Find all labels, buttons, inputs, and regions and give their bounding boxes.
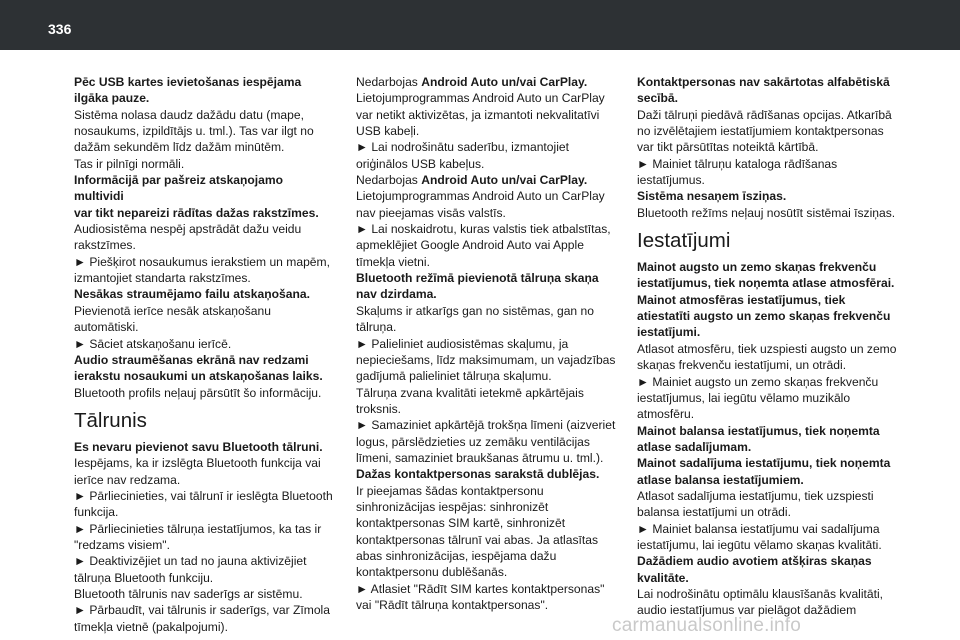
column-2 [356, 74, 618, 613]
paragraph: Kontaktpersonas nav sakārtotas alfabētiskā secībā. [637, 75, 890, 106]
paragraph: Ir pieejamas šādas kontaktpersonu sinhronizācijas iespējas: sinhronizēt kontaktpersonas SIM kartē, sinhronizēt kontaktpersonas tālrunī vai abas. Ja atlasītas abas sinhronizācijas, iespējama dažu kontaktpersonu dublēšanās. ► Atlasiet "Rādīt SIM kartes kontaktpersonas" vai "Rādīt tālruņa kontaktpersonas". [356, 483, 605, 612]
paragraph [356, 74, 618, 270]
page-number: 336 [48, 21, 72, 37]
paragraph: Sistēma nolasa daudz dažādu datu (mape, nosaukums, izpildītājs u. tml.). Tas var ilgt no dažām sekundēm līdz dažām minūtēm. Tas ir pilnīgi normāli. [74, 107, 314, 171]
paragraph: Daži tālruņi piedāvā rādīšanas opcijas. Atkarībā no izvēlētajiem iestatījumiem kontaktpersonas var tikt pārsūtītas noteiktā kārtībā. ► Mainiet tālruņu kataloga rādīšanas iestatījumus. [637, 107, 892, 188]
paragraph: Sistēma nesaņem īsziņas. [637, 189, 787, 204]
paragraph: Informācijā par pašreiz atskaņojamo multividi var tikt nepareizi rādītas dažas rakstzīmes. [74, 173, 319, 220]
watermark: carmanualsonline.info [612, 615, 802, 636]
paragraph: Bluetooth režīmā pievienotā tālruņa skaņa nav dzirdama. [356, 271, 599, 302]
paragraph: Atlasot atmosfēru, tiek uzspiesti augsto un zemo skaņas frekvenču iestatījumi, un otrādi. ► Mainiet augsto un zemo skaņas frekvenču iestatījumus, lai iegūtu vēlamo muzikālo atmosfēru. [637, 341, 897, 422]
paragraph: Dažādiem audio avotiem atšķiras skaņas kvalitāte. [637, 554, 872, 585]
text-run: Android Auto un/vai CarPlay. [421, 75, 588, 89]
paragraph: Skaļums ir atkarīgs gan no sistēmas, gan no tālruņa. ► Palieliniet audiosistēmas skaļumu, ja nepieciešams, līdz maksimumam, un vajadzības gadījumā palieliniet tālruņa skaļumu. Tālruņa zvana kvalitāti ietekmē apkārtējais troksnis. ► Samaziniet apkārtējā trokšņa līmeni (aizveriet logus, pārslēdzieties uz zemāku ventilācijas līmeni, samaziniet braukšanas ātrumu u. tml.). [356, 303, 616, 465]
column-1 [74, 74, 336, 635]
section-heading-settings: Iestatījumi [637, 229, 731, 253]
paragraph: Dažas kontaktpersonas sarakstā dublējas. [356, 467, 600, 482]
text-run: Android Auto un/vai CarPlay. [421, 173, 588, 188]
paragraph: Nesākas straumējamo failu atskaņošana. [74, 287, 310, 302]
paragraph: Atlasot sadalījuma iestatījumu, tiek uzspiesti balansa iestatījumi un otrādi. ► Mainiet balansa iestatījumu vai sadalījuma iestatījumu, lai iegūtu vēlamo skaņas kvalitāti. [637, 488, 882, 552]
paragraph: Audiosistēma nespēj apstrādāt dažu veidu rakstzīmes. ► Piešķirot nosaukumus ierakstiem un mapēm, izmantojiet standarta rakstzīmes. [74, 222, 330, 286]
text-run: Nedarbojas [356, 75, 422, 89]
section-heading-phone: Tālrunis [74, 408, 147, 432]
text-run: Lietojumprogrammas Android Auto un CarPlay nav pieejamas visās valstīs. ► Lai noskaidrotu, kuras valstis tiek atbalstītas, apmeklējiet Google Android Auto vai Apple tīmekļa vietni. [356, 189, 611, 269]
paragraph: Lai nodrošinātu optimālu klausīšanās kvalitāti, audio iestatījumus var pielāgot dažādiem [637, 586, 884, 618]
paragraph: Iespējams, ka ir izslēgta Bluetooth funkcija vai ierīce nav redzama. ► Pārliecinieties, vai tālrunī ir ieslēgta Bluetooth funkcija. ► Pārliecinieties tālruņa iestatījumos, ka tas ir "redzams visiem". ► Deaktivizējiet un tad no jauna aktivizējiet tālruņa Bluetooth funkciju. Bluetooth tālrunis nav saderīgs ar sistēmu. ► Pārbaudīt, vai tālrunis ir saderīgs, var Zīmola tīmekļa vietnē (pakalpojumi). [74, 456, 333, 634]
column-3 [637, 74, 899, 619]
page-header-bar [0, 0, 960, 50]
paragraph: Bluetooth profils neļauj pārsūtīt šo informāciju. [74, 385, 322, 400]
paragraph: Pievienotā ierīce nesāk atskaņošanu automātiski. ► Sāciet atskaņošanu ierīcē. [74, 303, 271, 351]
paragraph: Bluetooth režīms neļauj nosūtīt sistēmai īsziņas. [637, 205, 896, 220]
paragraph: Mainot augsto un zemo skaņas frekvenču iestatījumus, tiek noņemta atlase atmosfērai. Mainot atmosfēras iestatījumus, tiek atiestatīti augsto un zemo skaņas frekvenču iestatījumi. [637, 260, 895, 340]
paragraph: Es nevaru pievienot savu Bluetooth tālruni. [74, 439, 323, 454]
paragraph: Mainot balansa iestatījumus, tiek noņemta atlase sadalījumam. Mainot sadalījuma iestatījumu, tiek noņemta atlase balansa iestatījumiem. [637, 423, 891, 487]
paragraph: Audio straumēšanas ekrānā nav redzami ierakstu nosaukumi un atskaņošanas laiks. [74, 352, 323, 384]
text-run: Lietojumprogrammas Android Auto un CarPlay var netikt aktivizētas, ja izmantoti nekvalitatīvi USB kabeļi. ► Lai nodrošinātu saderību, izmantojiet oriģinālos USB kabeļus. Nedarbojas [356, 91, 605, 188]
paragraph: Pēc USB kartes ievietošanas iespējama ilgāka pauze. [74, 75, 302, 106]
